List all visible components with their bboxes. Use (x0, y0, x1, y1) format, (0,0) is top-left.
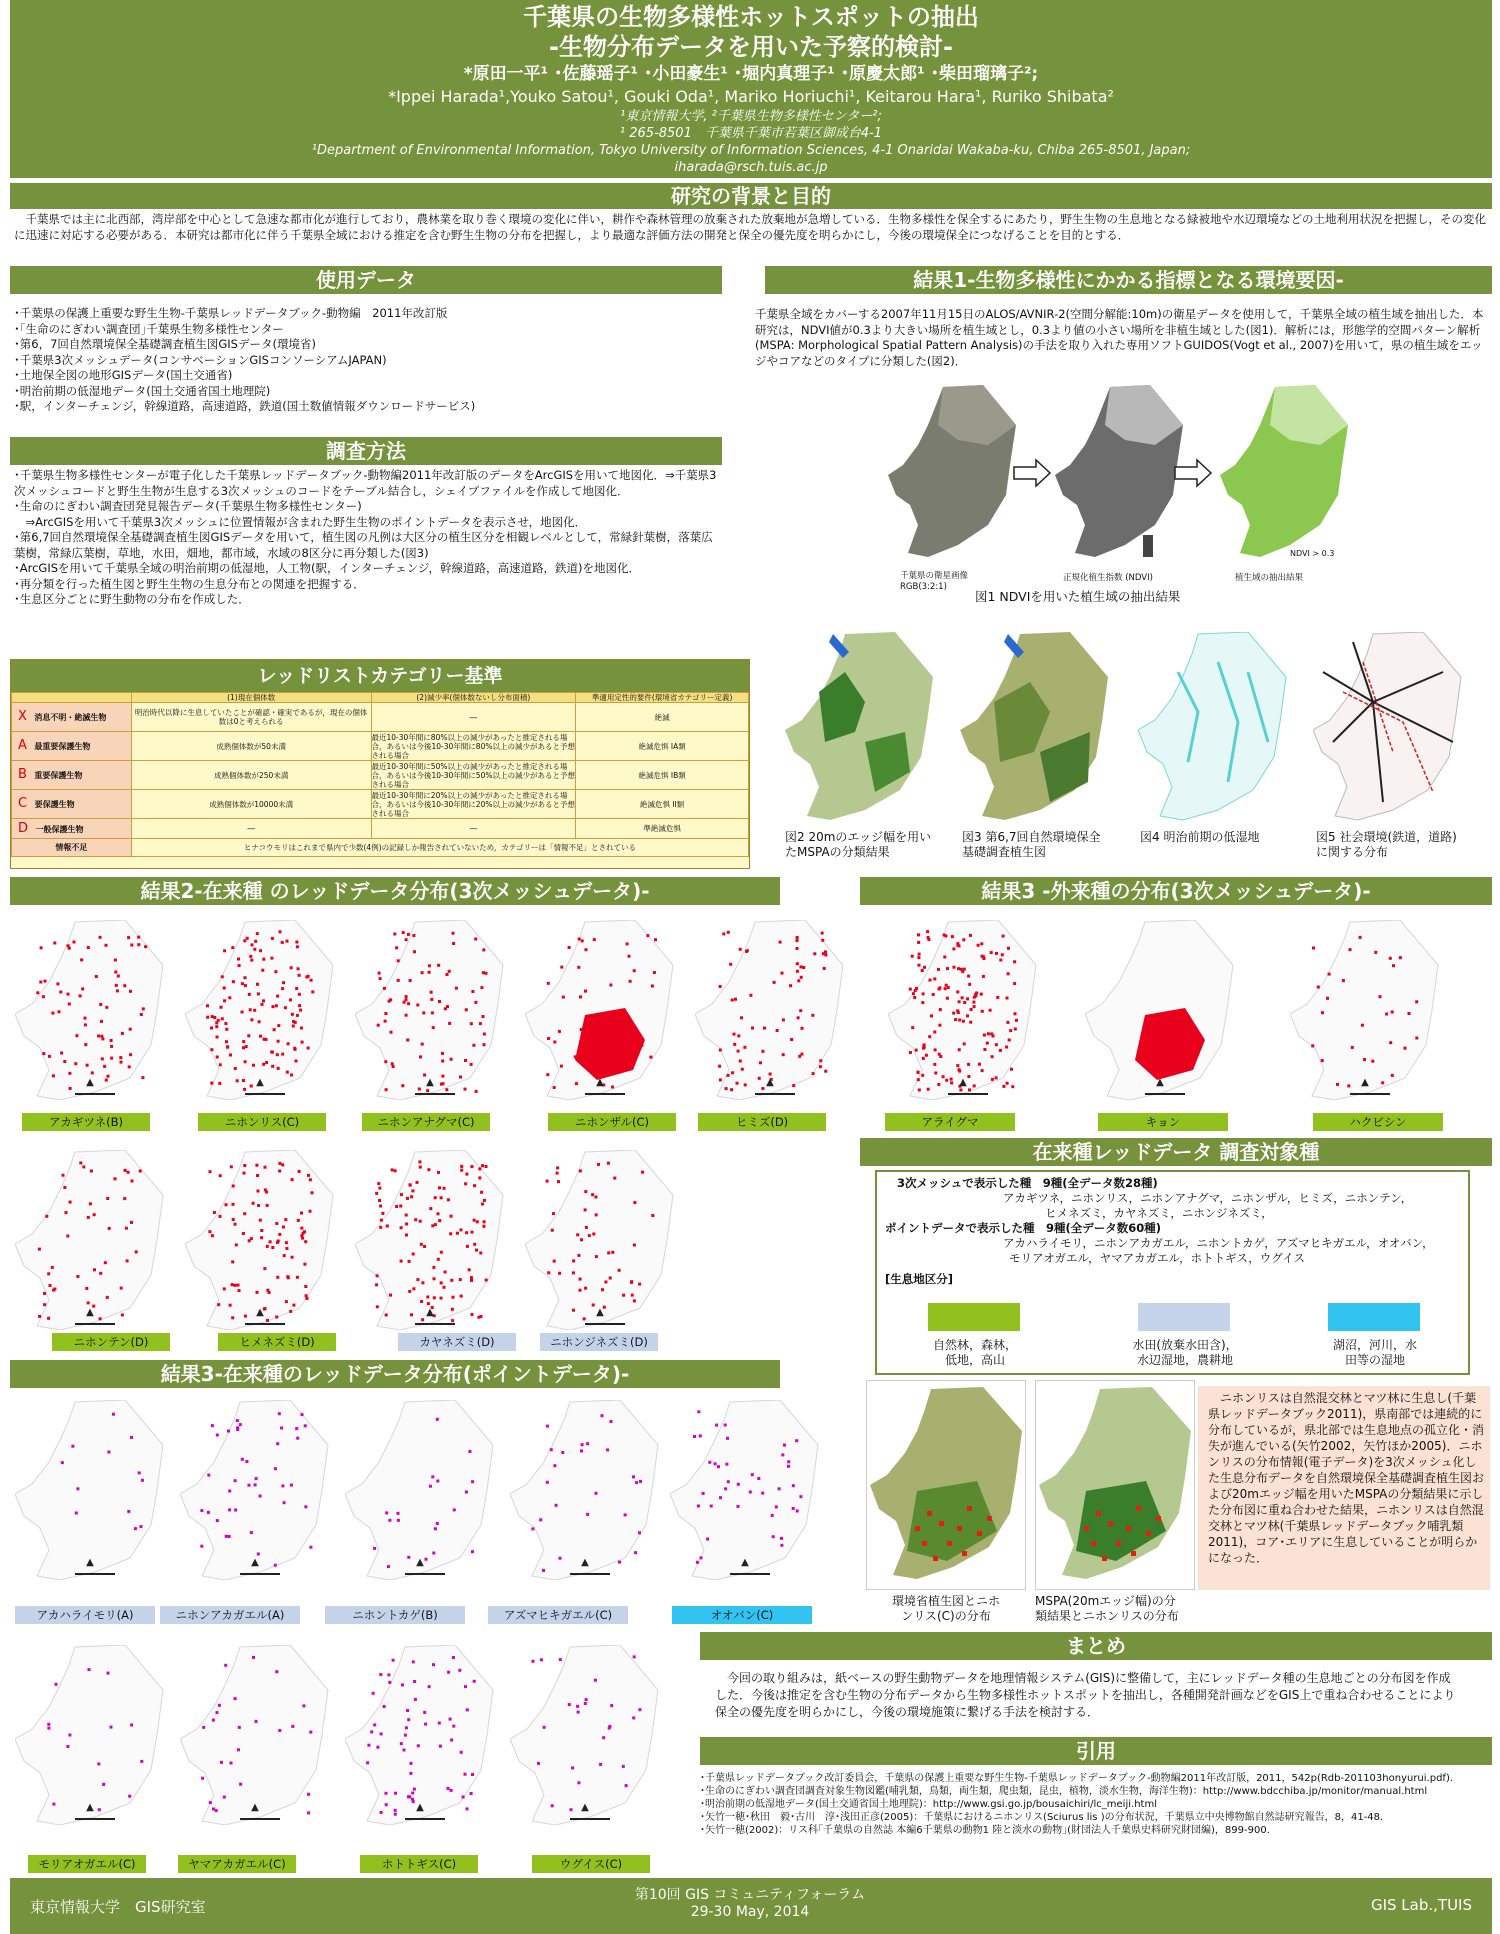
species-label: ウグイス(C) (532, 1855, 650, 1873)
svg-text:▲: ▲ (766, 1077, 774, 1088)
svg-text:▲: ▲ (86, 1802, 94, 1813)
redlist-col-header: 準適用定性的要件(環境省カテゴリー定義) (576, 693, 749, 703)
svg-text:▲: ▲ (959, 1077, 967, 1088)
fig5-caption: 図5 社会環境(鉄道，道路)に関する分布 (1316, 830, 1457, 859)
species-distribution-map (355, 920, 505, 1100)
result1-heading: 結果1-生物多様性にかかる指標となる環境要因- (765, 266, 1492, 294)
footer-event: 第10回 GIS コミュニティフォーラム (634, 1887, 866, 1903)
point-distribution-map (345, 1400, 495, 1580)
zone-label-paddy: 水田(放棄水田含)， 水辺湿地，農耕地 (1132, 1338, 1238, 1367)
svg-text:▲: ▲ (86, 1307, 94, 1318)
species-distribution-map (15, 920, 165, 1100)
redlist-code: B (18, 767, 27, 782)
svg-text:▲: ▲ (581, 1557, 589, 1568)
data-item: ･千葉県の保護上重要な野生生物-千葉県レッドデータブック-動物編 2011年改訂版 (14, 306, 448, 320)
footer-date: 29-30 May, 2014 (690, 1904, 810, 1920)
data-used-list (14, 306, 719, 415)
references-heading: 引用 (700, 1737, 1492, 1765)
point-species-heading: ポイントデータで表示した種 9種(全データ数60種) (885, 1221, 1162, 1235)
fig1-caption: 図1 NDVIを用いた植生域の抽出結果 (975, 589, 1181, 604)
overlay-caption-b: MSPA(20mエッジ幅)の分 類結果とニホンリスの分布 (1035, 1594, 1179, 1623)
svg-text:▲: ▲ (256, 1077, 264, 1088)
fig4-wetland-map (1138, 632, 1288, 822)
redlist-name: 情報不足 (12, 839, 132, 857)
fig1-vegetation-map (1220, 385, 1350, 565)
result3-point-heading: 結果3-在来種のレッドデータ分布(ポイントデータ)- (10, 1360, 780, 1388)
summary-text: 今回の取り組みは，紙ベースの野生動物データを地理情報システム(GIS)に整備して，主にレッドデータ種の生息地ごとの分布図を作成した．今後は推定を含む生物の分布データから生物多様性ホットスポットを抽出し，各種開発計画などをGIS上で重ね合わせることにより保全の優先度を明らかにし，今後の環境施策に繋げる手法を検討する． (715, 1671, 1456, 1719)
point-distribution-map (510, 1400, 660, 1580)
redlist-table (11, 692, 749, 857)
redlist-col-header: (1)現在個体数 (131, 693, 371, 703)
reference-item: ･明治前期の低湿地データ(国土交通省国土地理院)：http://www.gsi.go.jp/bousaichiri/lc_meiji.html (700, 1799, 1157, 1810)
species-distribution-map (695, 920, 845, 1100)
species-label: モリアオガエル(C) (28, 1855, 146, 1873)
redlist-col-header: (2)減少率(個体数ないし分布面積) (371, 693, 576, 703)
reference-item: ･矢竹一穂･秋田 毅･古川 淳･浅田正彦(2005)：千葉県におけるニホンリス(Sciurus lis )の分布状況，千葉県立中央博物館自然誌研究報告，8，41-48． (700, 1812, 1391, 1823)
redlist-name: 最重要保護生物 (34, 742, 91, 751)
species-label: ヒミズ(D) (698, 1113, 826, 1131)
redlist-name: 要保護生物 (34, 800, 75, 809)
svg-text:▲: ▲ (251, 1802, 259, 1813)
species-distribution-map (525, 1150, 675, 1330)
result1-text: 千葉県全域をカバーする2007年11月15日のALOS/AVNIR-2(空間分解能:10m)の衛星データを使用して，千葉県全域の植生域を抽出した．本研究は，NDVI値が0.3より大きい場所を植生域とし，0.3より値の小さい場所を非植生域とした(図1)．解析には，形態学的空間パターン解析(MSPA: Morphological Spatial Pattern Analysis)の手法を取り入れた専用ソフトGUIDOS(Vogt et al., 2007)を用いて，県の植生域をエッジやコアなどのタイプに分類した(図2)． (755, 307, 1484, 368)
species-label: ヒメネズミ(D) (218, 1333, 336, 1351)
species-label: ニホンテン(D) (52, 1333, 170, 1351)
methods-heading: 調査方法 (10, 437, 722, 465)
species-label: ニホンリス(C) (198, 1113, 326, 1131)
vegetation-squirrel-map (866, 1380, 1026, 1590)
fig2-caption: 図2 20mのエッジ幅を用いたMSPAの分類結果 (785, 830, 932, 859)
fig3-caption: 図3 第6,7回自然環境保全基礎調査植生図 (962, 830, 1101, 859)
data-item: ･第6，7回自然環境保全基礎調査植生図GISデータ(環境省) (14, 337, 316, 351)
method-item: ･千葉県生物多様性センターが電子化した千葉県レッドデータブック-動物編2011年改訂版のデータをArcGISを用いて地図化．⇒千葉県3次メッシュコードと野生生物が生息する3次メッシュのコードをテーブル結合し，シェイプファイルを作成して地図化． (14, 468, 717, 498)
svg-text:▲: ▲ (416, 1802, 424, 1813)
redlist-cell: ヒナコウモリはこれまで県内で少数(4例)の記録しか報告されていないため，カテゴリーは「情報不足」とされている (131, 839, 748, 857)
overlay-caption-a: 環境省植生図とニホ ンリス(C)の分布 (891, 1594, 1000, 1623)
svg-text:▲: ▲ (426, 1077, 434, 1088)
point-distribution-map (510, 1645, 660, 1825)
poster-footer (10, 1878, 1492, 1934)
summary-heading: まとめ (700, 1632, 1492, 1660)
svg-text:▲: ▲ (596, 1077, 604, 1088)
redlist-cell: ― (371, 703, 576, 732)
point-distribution-map (15, 1400, 165, 1580)
point-distribution-map (180, 1645, 330, 1825)
svg-text:▲: ▲ (86, 1077, 94, 1088)
method-item: ･第6,7回自然環境保全基礎調査植生図GISデータを用いて，植生図の凡例は大区分の植生区分を相観レベルとして，常緑針葉樹，落葉広葉樹，常緑広葉樹，草地，水田，畑地，都市域，水域の8区分に再分類した(図3) (14, 530, 713, 560)
fig1-label-b: 正規化植生指数 (NDVI) (1063, 573, 1153, 583)
redlist-row (12, 819, 749, 839)
method-item: ･生息区分ごとに野生動物の分布を作成した． (14, 592, 250, 606)
method-item: ･生命のにぎわい調査団発見報告データ(千葉県生物多様性センター) (14, 499, 362, 513)
poster-header (10, 0, 1492, 178)
result3-alien-heading: 結果3 -外来種の分布(3次メッシュデータ)- (860, 877, 1492, 905)
zone-label-forest: 自然林，森林， 低地，高山 (932, 1338, 1017, 1367)
method-item: ⇒ArcGISを用いて千葉県3次メッシュに位置情報が含まれた野生生物のポイントデータを表示させ，地図化． (14, 514, 587, 529)
point-species-list: アカハライモリ，ニホンアカガエル，ニホントカゲ，アズマヒキガエル，オオバン， (1003, 1236, 1434, 1250)
species-label: アカギツネ(B) (22, 1113, 150, 1131)
species-label: ニホンアナグマ(C) (362, 1113, 490, 1131)
species-label: オオバン(C) (672, 1606, 812, 1624)
habitat-zone-heading: [生息地区分] (885, 1272, 954, 1286)
method-item: ･再分類を行った植生図と野生生物の生息分布との関連を把握する． (14, 576, 365, 591)
data-used-heading: 使用データ (10, 266, 722, 294)
svg-text:▲: ▲ (256, 1307, 264, 1318)
fig1-label-a: 千葉県の衛星画像 RGB(3:2:1) (900, 571, 969, 592)
affiliation-3: ¹Department of Environmental Information, Tokyo University of Information Sciences, 4-1 Onaridai Wakaba-ku, Chiba 265-8501, Japan; (311, 143, 1191, 158)
alien-distribution-map (1290, 920, 1440, 1100)
fig5-social-environment-map (1313, 632, 1463, 822)
ndvi-threshold-label: NDVI > 0.3 (1290, 549, 1335, 558)
zone-label-wetland: 湖沼，河川，水 田等の湿地 (1332, 1338, 1417, 1367)
redlist-name: 一般保護生物 (35, 824, 84, 834)
redlist-row (12, 790, 749, 819)
authors-en: *Ippei Harada¹,Youko Satou¹, Gouki Oda¹, Mariko Horiuchi¹, Keitarou Hara¹, Ruriko Shibata² (388, 87, 1114, 106)
mesh-species-list: ヒメネズミ，カヤネズミ，ニホンジネズミ， (1045, 1206, 1273, 1220)
redlist-cell: 絶滅危惧 IB類 (576, 761, 749, 790)
fig4-caption: 図4 明治前期の低湿地 (1140, 830, 1260, 844)
footer-lab-en: GIS Lab.,TUIS (1370, 1896, 1472, 1914)
affiliation-1: ¹東京情報大学, ²千葉県生物多様性センター²; (620, 109, 882, 124)
zone-swatch-forest (928, 1303, 1020, 1331)
species-label: ニホンジネズミ(D) (540, 1333, 658, 1351)
arrow-icon (1173, 458, 1213, 488)
zone-swatch-paddy (1138, 1303, 1230, 1331)
redlist-row (12, 761, 749, 790)
reference-item: ･矢竹一穂(2002)：リス科｢千葉県の自然誌 本編6千葉県の動物1 陸と淡水の動物｣(財団法人千葉県史料研究財団編)，899-900． (700, 1825, 1277, 1836)
point-distribution-map (180, 1400, 330, 1580)
data-item: ･明治前期の低湿地データ(国土交通省国土地理院) (14, 383, 271, 398)
svg-text:▲: ▲ (1156, 1077, 1164, 1088)
data-item: ･千葉県3次メッシュデータ(コンサベーションGISコンソーシアムJAPAN) (14, 352, 387, 367)
redlist-cell: 絶滅 (576, 703, 749, 732)
fig1-label-c: 植生域の抽出結果 (1235, 573, 1304, 583)
result2-heading: 結果2-在来種 のレッドデータ分布(3次メッシュデータ)- (10, 877, 780, 905)
redlist-row (12, 839, 749, 857)
background-heading: 研究の背景と目的 (10, 183, 1492, 209)
redlist-row (12, 732, 749, 761)
poster-title: 千葉県の生物多様性ホットスポットの抽出 (523, 3, 979, 31)
svg-text:▲: ▲ (251, 1557, 259, 1568)
svg-text:▲: ▲ (86, 1557, 94, 1568)
redlist-cell: 最近10-30年間に80%以上の減少があったと推定される場合，あるいは今後10-30年間に80%以上の減少があると予想される場合 (371, 732, 575, 760)
svg-text:▲: ▲ (596, 1307, 604, 1318)
redlist-name: 重要保護生物 (34, 771, 83, 780)
species-label: ニホンアカガエル(A) (160, 1606, 300, 1624)
svg-text:▲: ▲ (581, 1802, 589, 1813)
redlist-code: D (18, 820, 29, 836)
redlist-cell: 成熟個体数が50未満 (131, 732, 371, 761)
redlist-cell: 最近10-30年間に50%以上の減少があったと推定される場合，あるいは今後10-30年間に50%以上の減少があると予想される場合 (371, 761, 575, 789)
data-item: ･｢生命のにぎわい調査団｣千葉県生物多様性センター (14, 321, 284, 336)
species-label: アライグマ (885, 1113, 1015, 1131)
svg-text:▲: ▲ (416, 1557, 424, 1568)
redlist-code: A (18, 738, 27, 753)
email: iharada@rsch.tuis.ac.jp (674, 160, 828, 175)
species-label: ニホンザル(C) (548, 1113, 676, 1131)
reference-item: ･千葉県レッドデータブック改訂委員会，千葉県の保護上重要な野生生物-千葉県レッドデータブック-動物編2011年改訂版，2011，542p(Rdb-201103honyurui.pdf)． (700, 1773, 1460, 1784)
species-label: ハクビシン (1313, 1113, 1443, 1131)
svg-text:▲: ▲ (426, 1307, 434, 1318)
redlist-cell: ― (131, 819, 371, 839)
redlist-cell: 最近10-30年間に20%以上の減少があったと推定される場合，あるいは今後10-30年間に20%以上の減少があると予想される場合 (371, 790, 575, 818)
redlist-box (10, 659, 750, 869)
redlist-name: 消息不明・絶滅生物 (34, 713, 107, 722)
redlist-cell: 絶滅危惧 IA類 (576, 732, 749, 761)
svg-text:▲: ▲ (741, 1557, 749, 1568)
references-list (700, 1772, 1492, 1837)
redlist-code: C (18, 796, 28, 811)
redlist-code: X (18, 709, 27, 724)
method-item: ･ArcGISを用いて千葉県全域の明治前期の低湿地，人工物(駅，インターチェンジ，幹線道路，高速道路，鉄道)を地図化． (14, 561, 640, 575)
mspa-squirrel-map (1035, 1380, 1195, 1590)
redlist-cell: 成熟個体数が10000未満 (131, 790, 371, 819)
species-label: カヤネズミ(D) (398, 1333, 516, 1351)
authors-jp: *原田一平¹ ･佐藤瑶子¹ ･小田豪生¹ ･堀内真理子¹ ･原慶太郎¹ ･柴田瑠璃子²; (463, 64, 1039, 84)
data-item: ･駅，インターチェンジ，幹線道路，高速道路，鉄道(国土数値情報ダウンロードサービス) (14, 399, 476, 413)
reference-item: ･生命のにぎわい調査団調査対象生物図鑑(哺乳類，鳥類，両生類，爬虫類，昆虫，植物，淡水生物，海洋生物)：http://www.bdcchiba.jp/monitor/manual.html (700, 1786, 1428, 1797)
redlist-cell: ― (371, 819, 576, 839)
redlist-cell: 準絶滅危惧 (576, 819, 749, 839)
redlist-cell: 成熟個体数が250未満 (131, 761, 371, 790)
point-distribution-map (670, 1400, 820, 1580)
alien-distribution-map (888, 920, 1038, 1100)
redlist-row (12, 703, 749, 732)
point-species-list: モリアオガエル，ヤマアカガエル，ホトトギス，ウグイス (1009, 1251, 1306, 1265)
species-distribution-map (355, 1150, 505, 1330)
footer-lab-jp: 東京情報大学 GIS研究室 (30, 1898, 206, 1916)
affiliation-2: ¹ 265-8501 千葉県千葉市若葉区御成台4-1 (619, 126, 883, 141)
species-label: アカハライモリ(A) (15, 1606, 155, 1624)
survey-heading: 在来種レッドデータ 調査対象種 (860, 1138, 1492, 1166)
species-label: ニホントカゲ(B) (325, 1606, 465, 1624)
point-distribution-map (15, 1645, 165, 1825)
fig3-vegetation-survey-map (960, 632, 1110, 822)
redlist-cell: 絶滅危惧 II類 (576, 790, 749, 819)
alien-distribution-map (1085, 920, 1235, 1100)
mesh-species-list: アカギツネ，ニホンリス，ニホンアナグマ，ニホンザル，ヒミズ，ニホンテン， (1003, 1191, 1413, 1205)
arrow-icon (1012, 458, 1052, 488)
point-distribution-map (345, 1645, 495, 1825)
fig1-satellite-map (888, 385, 1018, 565)
zone-swatch-wetland (1328, 1303, 1420, 1331)
squirrel-note: ニホンリスは自然混交林とマツ林に生息し(千葉県レッドデータブック2011)，県南部では連続的に分布しているが，県北部では生息地点の孤立化・消失が進んでいる(矢竹2002，矢竹ほか2005)．ニホンリスの分布情報(電子データ)を3次メッシュ化した生息分布データを自然環境保全基礎調査植生図および20mエッジ幅を用いたMSPAの分類結果に示した分布図に重ね合わせた結果，ニホンリスは自然混交林とマツ林(千葉県レッドデータブック哺乳類2011)，コア･エリアに生息していることが明らかになった． (1198, 1386, 1490, 1590)
methods-list (14, 468, 719, 608)
background-text: 千葉県では主に北西部，湾岸部を中心として急速な都市化が進行しており，農林業を取り巻く環境の変化に伴い，耕作や森林管理の放棄された放棄地が急増している．生物多様性を保全するにあたり，野生生物の生息地となる緑被地や水辺環境などの土地利用状況を把握し，その変化に迅速に対応する必要がある．本研究は都市化に伴う千葉県全域における推定を含む野生生物の分布を把握し，より最適な評価方法の開発と保全の優先度を明らかにし，今後の環境保全につなげることを目的とする． (14, 212, 1486, 242)
species-label: キョン (1098, 1113, 1228, 1131)
poster-subtitle: -生物分布データを用いた予察的検討- (549, 33, 953, 61)
species-distribution-map (185, 920, 335, 1100)
redlist-heading: レッドリストカテゴリー基準 (11, 660, 749, 692)
data-item: ･土地保全図の地形GISデータ(国土交通省) (14, 368, 233, 382)
mesh-species-heading: 3次メッシュで表示した種 9種(全データ数28種) (897, 1176, 1158, 1190)
fig1-ndvi-map (1055, 385, 1185, 565)
species-distribution-map (525, 920, 675, 1100)
species-label: アズマヒキガエル(C) (488, 1606, 628, 1624)
species-label: ヤマアカガエル(C) (178, 1855, 296, 1873)
fig2-mspa-map (785, 632, 935, 822)
redlist-cell: 明治時代以降に生息していたことが確認・確実であるが，現在の個体数は0と考えられる (131, 703, 371, 732)
species-distribution-map (15, 1150, 165, 1330)
svg-text:▲: ▲ (1361, 1077, 1369, 1088)
species-label: ホトトギス(C) (360, 1855, 478, 1873)
species-distribution-map (185, 1150, 335, 1330)
